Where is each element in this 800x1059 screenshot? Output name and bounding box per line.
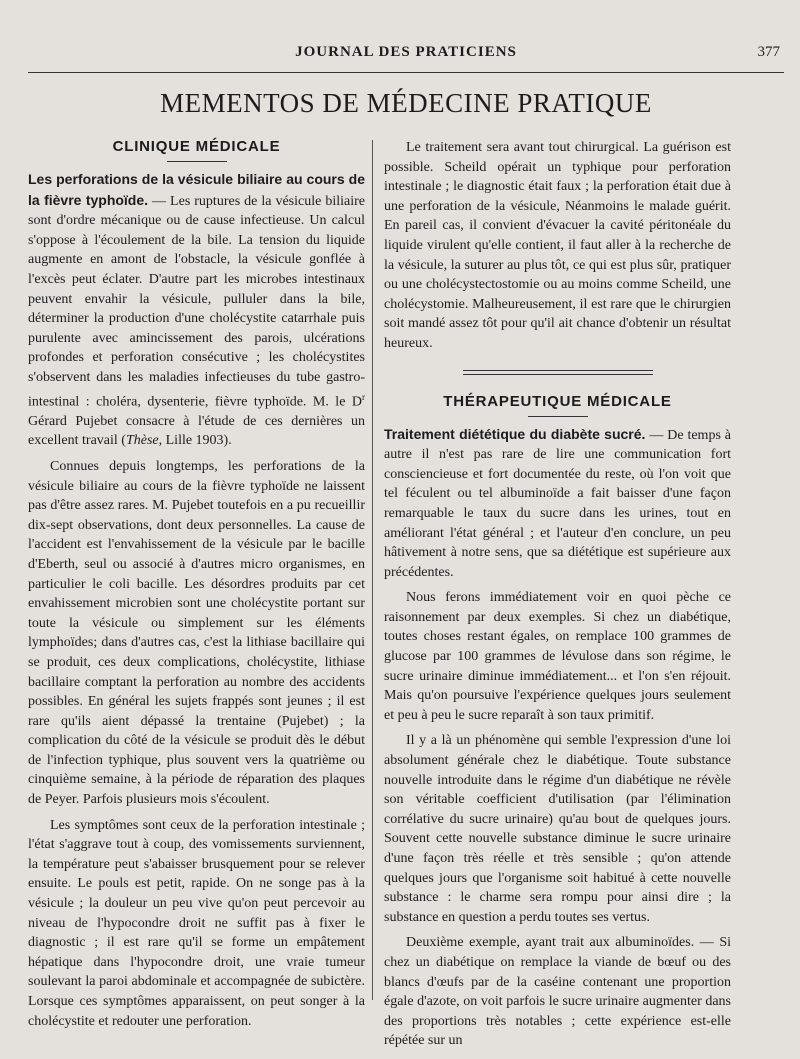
- section-separator: [463, 370, 653, 375]
- page-header: [28, 42, 784, 73]
- page-number: 377: [757, 44, 780, 60]
- paragraph: Il y a là un phénomène qui semble l'expression d'une loi absolument générale chez le diabétique. Toute substance nouvelle introduite dans le régime d'un diabétique ne révèle son véritable coefficient d'utilisation (par l'élimination corrélative du sucre urinaire) qu'au bout de quelques jours. Souvent cette nouvelle substance diminue le sucre urinaire d'une façon très réelle et très sensible ; qu'on attende quelques jours que l'organisme soit habitué à cette nouvelle substance : le charme sera rompu pour ainsi dire ; la substance en question a perdu toutes ses vertus.: [384, 733, 731, 925]
- paragraph: Connues depuis longtemps, les perforations de la vésicule biliaire au cours de la fièvre typhoïde ne laissent pas d'être assez rares. M. Pujebet toutefois en a pu recueillir dix-sept observations, dont deux personnelles. La cause de l'accident est l'envahissement de la vésicule par le bacille d'Eberth, seul ou associé à d'autres micro organismes, en particulier le coli bacille. Les désordres produits par cet envahissement microbien sont une cholécystite portant sur toute la vésicule ou simplement sur les éléments lymphoïdes; dans d'autres cas, c'est la lithiase bacillaire qui se produit, ces deux complications, cholécystite, lithiase bacillaire comptant la perforation au nombre des accidents possibles. En général les sujets frappés sont jeunes ; il est rare qu'ils aient dépassé la trentaine (Pujebet) ; la complication du côté de la vésicule se produit dès le début de l'infection typhique, plus souvent vers la quatrième ou cinquième semaine, à la période de réparation des plaques de Peyer. Parfois plusieurs mois s'écoulent.: [28, 458, 365, 808]
- left-column: [28, 138, 365, 1037]
- paragraph-text: — Les ruptures de la vésicule biliaire sont d'ordre mécanique ou de cause infectieuse. Un calcul s'oppose à l'écoulement de la bile. La tension du liquide augmente en amont de l'obstacle, la vésicule gonflée à l'excès peut éclater. D'autre part les microbes intestinaux peuvent envahir la vésicule, pulluler dans la bile, déterminer la production d'une cholécystite catarrhale puis purulente avec amincissement des parois, ulcérations profondes et perforation consécutive ; les cholécystites s'observent dans les maladies infectieuses du tube gastro-intestinal : choléra, dysenterie, fièvre typhoïde. M. le D: [28, 193, 365, 410]
- paragraph: [384, 425, 731, 583]
- section-title-therapeutique: THÉRAPEUTIQUE MÉDICALE: [443, 392, 672, 410]
- thesis-italic: Thèse: [125, 433, 159, 449]
- paragraph: Le traitement sera avant tout chirurgical. La guérison est possible. Scheild opérait un typhique pour perforation intestinale ; le diagnostic était faux ; la perforation était due à une perforation de la vésicule, Néanmoins le malade guérit. En pareil cas, il convient d'évacuer la cavité péritonéale du liquide virulent qu'elle contient, il faut aller à la recherche de la vésicule, la suturer au plus tôt, ce qui est plus sûr, pratiquer ou une cholécystectostomie ou au moins comme Scheild, une cholécystomie. Malheureusement, il est rare que le chirurgien soit mandé assez tôt pour qu'il ait chance d'obtenir un résultat heureux.: [384, 140, 731, 351]
- superscript: r: [362, 391, 365, 402]
- paragraph: Les symptômes sont ceux de la perforation intestinale ; l'état s'aggrave tout à coup, des vomissements surviennent, la température peut s'abaisser brusquement pour se relever ensuite. Le pouls est petit, rapide. On ne songe pas à la vésicule ; la douleur un peu vive qu'on peut percevoir au niveau de l'hypocondre droit ne suffit pas à fixer le diagnostic ; il est rare qu'il se forme un empâtement hépatique dans l'hypocondre droit, une vraie tumeur soulevant la paroi abdominale et accompagnée de subictère. Lorsque ces symptômes apparaissent, on peut songer à la cholécystite et redouter une perforation.: [28, 817, 365, 1029]
- article-heading: Les perforations de la vésicule biliaire au cours de la fièvre typhoïde.: [28, 171, 365, 208]
- section-rule: [167, 161, 227, 162]
- section-rule: [528, 416, 588, 417]
- column-divider: [372, 140, 373, 1000]
- section-title-clinique: CLINIQUE MÉDICALE: [112, 138, 281, 155]
- paragraph: Nous ferons immédiatement voir en quoi pèche ce raisonnement par deux exemples. Si chez un diabétique, toutes choses restant égales, on remplace 100 grammes de glucose par 100 grammes de lévulose dans son régime, le sucre urinaire diminue immédiatement... et l'on s'en réjouit. Mais qu'on poursuive l'expérience quelques jours seulement et peu à peu le sucre reparaît à son taux primitif.: [384, 590, 731, 723]
- article-heading: Traitement diététique du diabète sucré.: [384, 425, 646, 442]
- right-column: [384, 138, 731, 1057]
- paragraph-text: Gérard Pujebet consacre à l'étude de ces dernières un excellent travail (: [28, 413, 365, 449]
- paragraph-text: — De temps à autre il n'est pas rare de lire une communication fort consciencieuse et fort documentée du reste, où l'on voit que tel féculent ou tel albuminoïde a fait baisser d'une façon remarquable le taux du sucre dans les urines, tout en améliorant l'état général ; et l'auteur d'en conclure, un peu hâtivement à notre sens, que sa diététique est supérieure aux précédentes.: [384, 427, 732, 580]
- paragraph-text: , Lille 1903).: [158, 433, 232, 449]
- main-title: MEMENTOS DE MÉDECINE PRATIQUE: [160, 88, 652, 118]
- paragraph: [28, 170, 365, 451]
- running-title: JOURNAL DES PRATICIENS: [295, 44, 517, 60]
- paragraph: Deuxième exemple, ayant trait aux albuminoïdes. — Si chez un diabétique on remplace la viande de bœuf ou des blancs d'œufs par de la caséine contenant une proportion égale d'azote, on voit parfois le sucre urinaire augmenter dans des proportions très notables ; cette expérience est-elle répétée sur un: [384, 935, 731, 1049]
